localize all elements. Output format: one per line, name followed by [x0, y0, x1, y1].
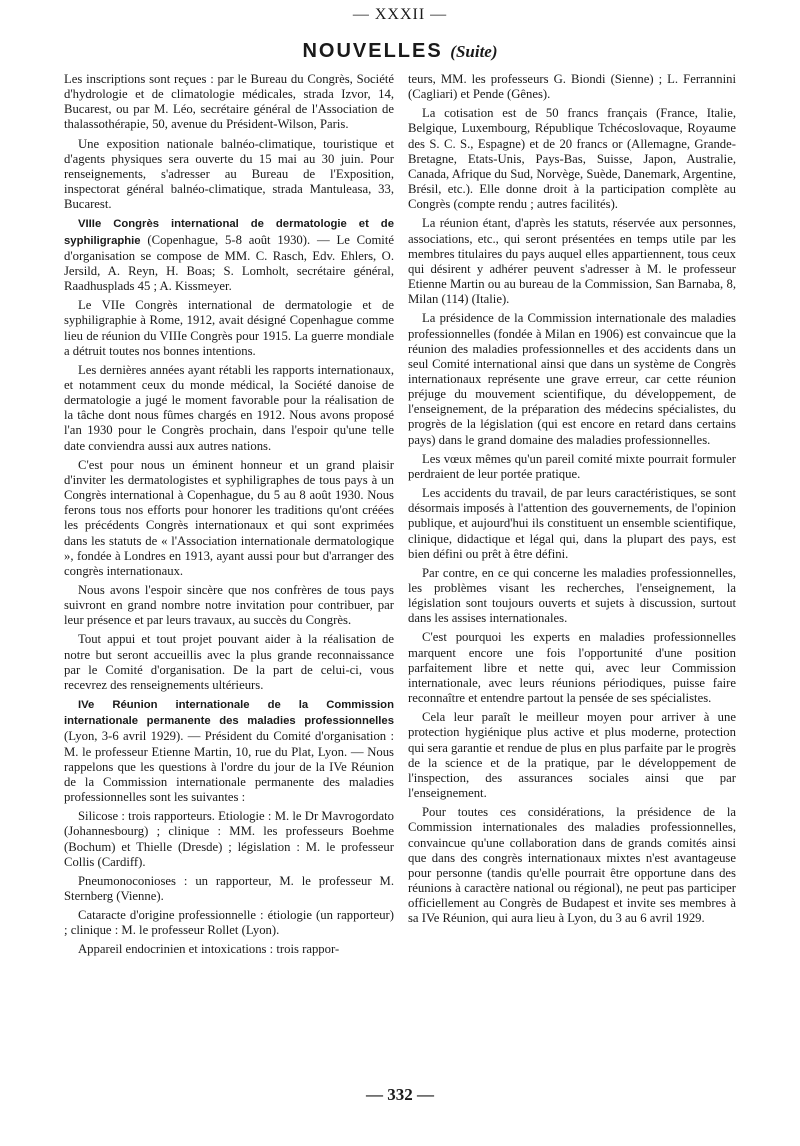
left-column — [64, 72, 394, 962]
paragraph: La réunion étant, d'après les statuts, réservée aux personnes, associations, etc., qui seront présentées en temps utile par les membres titulaires du pays auquel elles appartiennent, tous ceux qui désirent y adhérer peuvent s'adresser à M. le professeur Etienne Martin ou au bureau de la Commission, San Barnaba, 8, Milan (114) (Italie). — [408, 216, 736, 307]
paragraph: C'est pour nous un éminent honneur et un grand plaisir d'inviter les dermatologistes et syphiligraphes de tous pays à un Congrès international à Copenhague, du 5 au 8 août 1930. Nous ferons tous nos efforts pour honorer les traditions qu'ont créées les précédents Congrès internationaux et qui sont exprimées dans les statuts de « l'Association internationale dermatologique », fondée à Londres en 1913, ayant aussi pour but d'arranger des congrès internationaux. — [64, 457, 394, 578]
paragraph: Appareil endocrinien et intoxications : trois rappor- — [78, 942, 340, 957]
paragraph: teurs, MM. les professeurs G. Biondi (Sienne) ; L. Ferrannini (Cagliari) et Pende (Gênes). — [408, 72, 736, 102]
section-heading: IVe Réunion internationale de la Commission internationale permanente des maladies professionnelles — [64, 699, 394, 728]
section-heading: VIIIe Congrès international de dermatologie et de syphiligraphie — [64, 218, 394, 247]
page-roman-number: — XXXII — — [352, 6, 448, 23]
paragraph: Cela leur paraît le meilleur moyen pour arriver à une protection hygiénique plus active et plus moderne, protection qui sera garantie et rendue de plus en plus parfaite par le progrès de la science et de la pratique, par le développement de l'inspection, des assurances sociales ainsi que par l'enseignement. — [408, 710, 736, 801]
paragraph: Pneumonoconioses : un rapporteur, M. le professeur M. Sternberg (Vienne). — [64, 873, 394, 903]
paragraph: Les vœux mêmes qu'un pareil comité mixte pourrait formuler perdraient de leur portée pratique. — [408, 451, 736, 481]
paragraph — [64, 697, 394, 805]
title-text: NOUVELLES — [302, 40, 443, 62]
page-number: — 332 — — [366, 1085, 434, 1104]
paragraph: Pour toutes ces considérations, la présidence de la Commission internationales des maladies professionnelles, convaincue qu'une collaboration dans de grands comités ainsi que dans des congrès internationaux mixtes n'est avantageuse pour personne (tandis qu'elle pourrait être opportune dans des réunions à caractère national ou régional), ne peut pas participer officiellement au Congrès de Budapest et invite ses membres à sa IVe Réunion, qui aura lieu à Lyon, du 3 au 6 avril 1929. — [408, 805, 736, 926]
paragraph: Silicose : trois rapporteurs. Etiologie : M. le Dr Mavrogordato (Johannesbourg) ; clinique : MM. les professeurs Boehme (Bochum) et Thielle (Dresde) ; législation : M. le professeur Collis (Cardiff). — [64, 809, 394, 869]
paragraph: Les accidents du travail, de par leurs caractéristiques, se sont désormais imposés à l'attention des gouvernements, de l'opinion publique, et aujourd'hui ils constituent un ensemble scientifique, clinique, didactique et légal qui, dans la plupart des pays, est bien défini ou prêt à être défini. — [408, 486, 736, 561]
paragraph — [64, 216, 394, 294]
paragraph-text: (Copenhague, 5-8 août 1930). — Le Comité d'organisation se compose de MM. C. Rasch, Edv. Ehlers, O. Jersild, A. Reyn, H. Boas; S. Lomholt, secrétaire général, Raadhusplads 45 ; A. Kissmeyer. — [64, 232, 394, 294]
paragraph-text: (Lyon, 3-6 avril 1929). — Président du Comité d'organisation : M. le professeur Etienne Martin, 10, rue du Plat, Lyon. — Nous rappelons que les questions à l'ordre du jour de la IVe Réunion de la Commission internationale permanente des maladies professionnelles sont les suivantes : — [64, 729, 394, 805]
paragraph: Le VIIe Congrès international de dermatologie et de syphiligraphie à Rome, 1912, avait désigné Copenhague comme lieu de réunion du VIIIe Congrès pour 1915. La guerre mondiale a détruit toutes nos bonnes intentions. — [64, 298, 394, 358]
paragraph: La cotisation est de 50 francs français (France, Italie, Belgique, Luxembourg, République Tchécoslovaque, Royaume des S. C. S., Espagne) et de 20 francs or (Allemagne, Grande-Bretagne, Etats-Unis, Pays-Bas, Suisse, Japon, Australie, Canada, Afrique du Sud, Norvège, Suède, Danemark, Argentine, Brésil, etc.). Elle donne droit à la participation complète au Congrès (compte rendu ; autres facilités). — [408, 106, 736, 212]
paragraph: Tout appui et tout projet pouvant aider à la réalisation de notre but seront accueillis avec la plus grande reconnaissance par le Comité d'organisation. De la part de celui-ci, vous recevrez des renseignements ultérieurs. — [64, 632, 394, 692]
paragraph: Cataracte d'origine professionnelle : étiologie (un rapporteur) ; clinique : M. le professeur Rollet (Lyon). — [64, 908, 394, 938]
paragraph: Par contre, en ce qui concerne les maladies professionnelles, les problèmes visant les recherches, l'enseignement, la législation sont toujours ouverts et sujets à discussion, surtout dans les assises internationales. — [408, 565, 736, 626]
paragraph: Nous avons l'espoir sincère que nos confrères de tous pays suivront en grand nombre notre invitation pour contribuer, par leur présence et par leurs travaux, au succès du Congrès. — [64, 583, 394, 628]
right-column — [408, 72, 736, 930]
paragraph: Une exposition nationale balnéo-climatique, touristique et d'agents physiques sera ouverte du 15 mai au 30 juin. Pour renseignements, s'adresser au Bureau de l'Exposition, inspectorat général balnéo-climatique, strada Mantuleasa, 33, Bucarest. — [64, 136, 394, 212]
paragraph: Les dernières années ayant rétabli les rapports internationaux, et notamment ceux du monde médical, la Société danoise de dermatologie a jugé le moment favorable pour la réalisation de la tâche dont nous fûmes chargés en 1912. Nous avons proposé l'an 1930 pour le Congrès prochain, dans l'espoir qu'une telle date conviendra aussi aux autres nations. — [64, 362, 394, 453]
paragraph: Les inscriptions sont reçues : par le Bureau du Congrès, Société d'hydrologie et de climatologie médicales, strada Izvor, 14, Bucarest, ou par M. Léo, secrétaire général de l'Association de thalassothérapie, 50, avenue du Président-Wilson, Paris. — [64, 72, 394, 132]
paragraph: La présidence de la Commission internationale des maladies professionnelles (fondée à Milan en 1906) est convaincue que la réunion des maladies professionnelles et des accidents dans un seul Comité international ainsi que dans un système de Congrès internationaux représente une grave erreur, car cette réunion préjuge du mouvement scientifique, du développement, de l'enseignement, de la préparation des médecins spécialistes, du progrès de la législation (qui est encore en retard dans certains pays) dans le grand domaine des maladies professionnelles. — [408, 311, 736, 447]
paragraph: C'est pourquoi les experts en maladies professionnelles marquent encore une fois l'opportunité d'une position parfaitement libre et nette qui, avec leur Commission internationale, avec leurs réunions périodiques, puisse faire reconnaître et entendre partout la pensée de ses spécialistes. — [408, 630, 736, 706]
page-title — [0, 40, 800, 63]
title-suffix: (Suite) — [450, 42, 498, 61]
